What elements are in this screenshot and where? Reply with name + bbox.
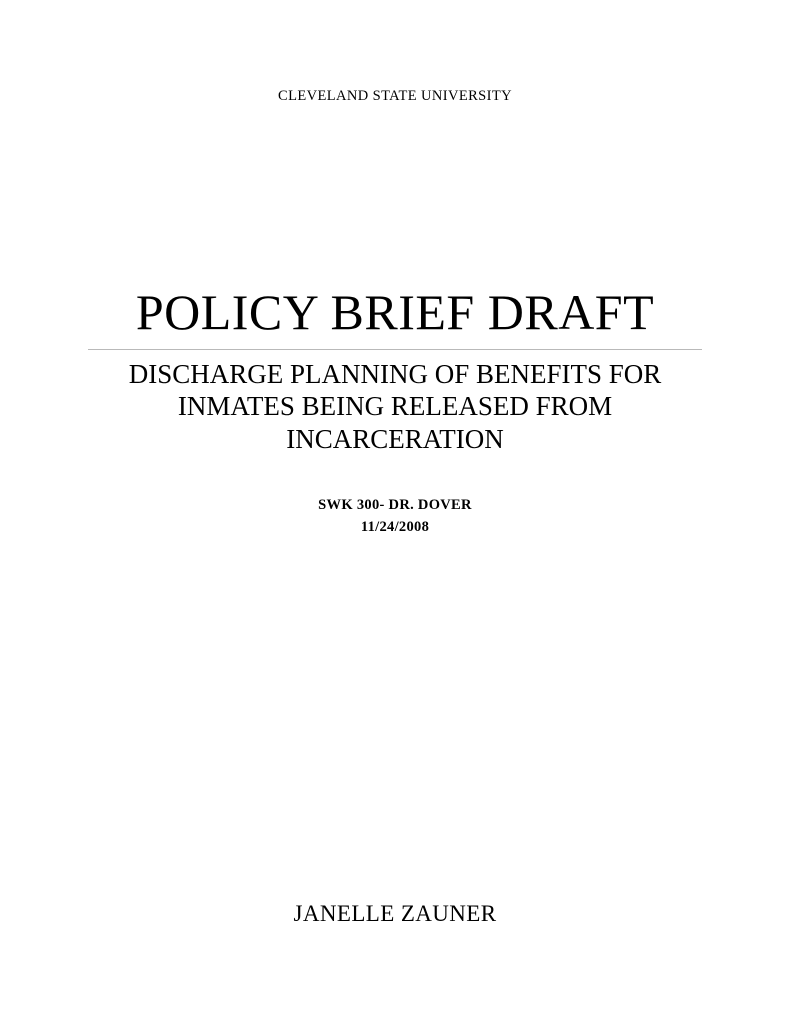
institution-name: CLEVELAND STATE UNIVERSITY xyxy=(278,88,512,104)
title-block xyxy=(88,286,702,456)
document-date: 11/24/2008 xyxy=(360,519,430,536)
document-title: POLICY BRIEF DRAFT xyxy=(135,284,655,340)
author-name: JANELLE ZAUNER xyxy=(293,901,497,926)
course-info-block xyxy=(0,494,790,539)
course-label: SWK 300- DR. DOVER xyxy=(318,497,472,513)
document-subtitle: DISCHARGE PLANNING OF BENEFITS FOR INMATES BEING RELEASED FROM INCARCERATION xyxy=(128,358,662,455)
title-divider xyxy=(88,349,702,350)
